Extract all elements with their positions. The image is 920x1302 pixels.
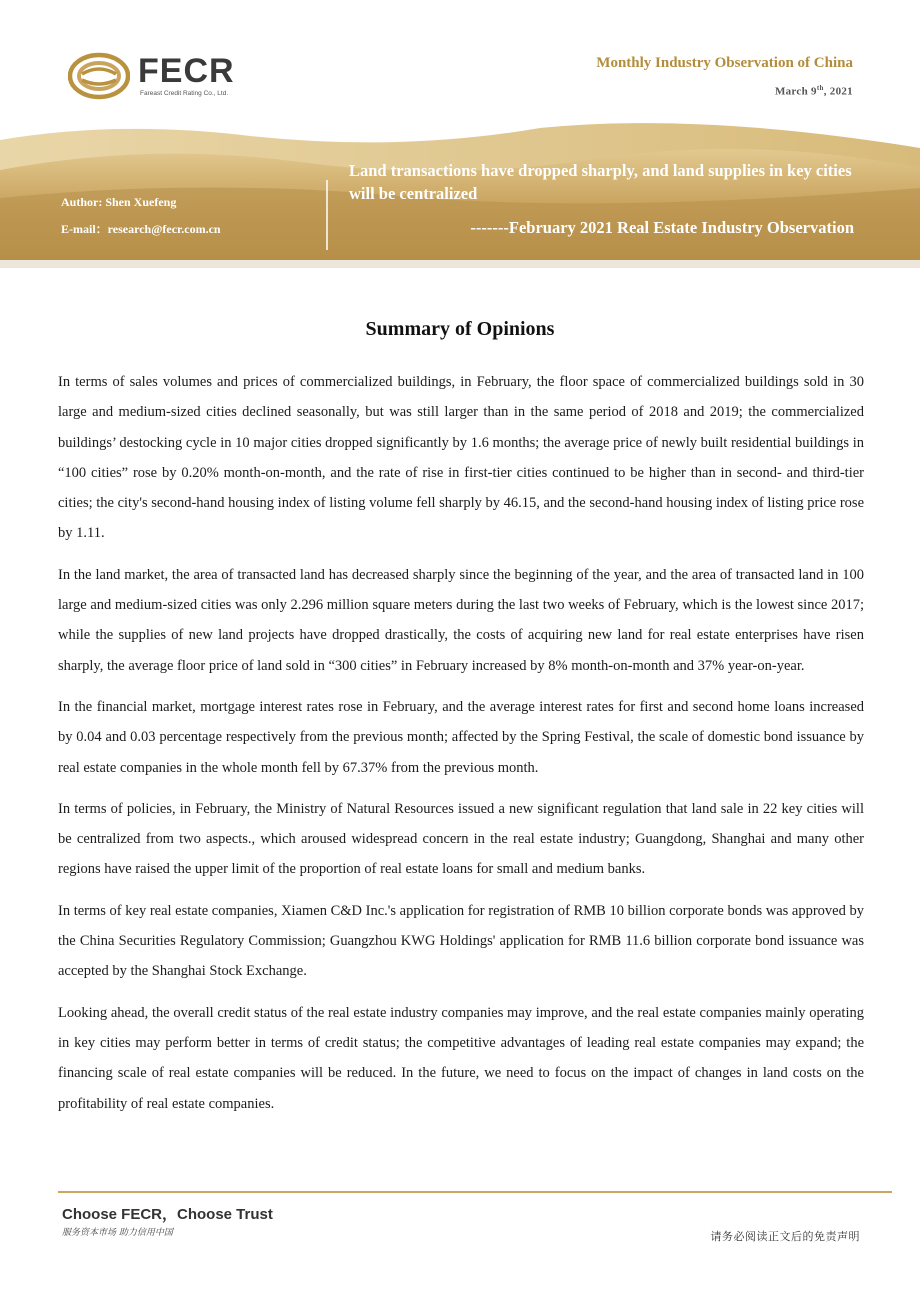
fecr-logo-icon <box>68 52 130 100</box>
author-line: Author: Shen Xuefeng <box>61 195 177 209</box>
summary-paragraph-land: In the land market, the area of transacted land has decreased sharply since the beginning of the year, and the area of transacted land in 100 large and medium-sized cities was only 2.296 million square meters during the last two weeks of February, which is the lowest since 2017; while the supplies of new land projects have dropped drastically, the costs of acquiring new land for real estate enterprises have risen sharply, the average floor price of land sold in “300 cities” in February increased by 8% month-on-month and 37% year-on-year. <box>58 566 864 674</box>
summary-heading: Summary of Opinions <box>365 318 555 340</box>
report-title: Land transactions have dropped sharply, and land supplies in key cities will be centralized <box>349 161 852 203</box>
summary-paragraph-policy: In terms of policies, in February, the Ministry of Natural Resources issued a new significant regulation that land sale in 22 key cities will be centralized from two aspects., which aroused widespread concern in the real estate industry; Guangdong, Shanghai and many other regions have raised the upper limit of the proportion of real estate loans for small and medium banks. <box>58 800 864 878</box>
date-year: , 2021 <box>823 85 853 98</box>
date-ordinal: th <box>816 84 824 92</box>
date-month-day: March 9 <box>774 85 817 98</box>
footer-disclaimer: 请务必阅读正文后的免责声明 <box>710 1230 860 1243</box>
report-subtitle: -------February 2021 Real Estate Industry Observation <box>470 218 854 237</box>
logo-subtitle: Fareast Credit Rating Co., Ltd. <box>140 90 229 97</box>
report-series: Monthly Industry Observation of China <box>596 55 853 71</box>
footer-divider <box>58 1191 892 1193</box>
company-logo <box>68 52 258 104</box>
summary-paragraph-sales: In terms of sales volumes and prices of commercialized buildings, in February, the floor space of commercialized buildings sold in 30 large and medium-sized cities declined seasonally, but was still larger than in the same period of 2018 and 2019; the commercialized buildings’ destocking cycle in 10 major cities dropped significantly by 1.6 months; the average price of newly built residential buildings in “100 cities” rose by 0.20% month-on-month, and the rate of rise in first-tier cities continued to be higher than in second- and third-tier cities; the city's second-hand housing index of listing volume fell sharply by 46.15, and the second-hand housing index of listing price rose by 1.11. <box>58 374 865 542</box>
footer-slogan: Choose FECR，Choose Trust <box>62 1206 273 1223</box>
footer-slogan-chinese: 服务资本市场 助力信用中国 <box>62 1228 173 1238</box>
summary-body <box>58 367 864 1130</box>
email-line: E-mail：research@fecr.com.cn <box>61 222 221 236</box>
summary-paragraph-outlook: Looking ahead, the overall credit status of the real estate industry companies may improve, and the real estate companies mainly operating in key cities may perform better in terms of credit status; the competitive advantages of leading real estate companies may expand; the financing scale of real estate companies will be reduced. In the future, we need to focus on the impact of changes in land costs on the profitability of real estate companies. <box>58 1004 864 1112</box>
summary-paragraph-finance: In the financial market, mortgage interest rates rose in February, and the average interest rates for first and second home loans increased by 0.04 and 0.03 percentage respectively from the previous month; affected by the Spring Festival, the scale of domestic bond issuance by real estate companies in the whole month fell by 67.37% from the previous month. <box>58 698 864 776</box>
report-date <box>775 84 853 98</box>
logo-wordmark: FECR <box>138 52 235 90</box>
summary-paragraph-companies: In terms of key real estate companies, Xiamen C&D Inc.'s application for registration of RMB 10 billion corporate bonds was approved by the China Securities Regulatory Commission; Guangzhou KWG Holdings' application for RMB 11.6 billion corporate bond issuance was accepted by the Shanghai Stock Exchange. <box>58 902 864 980</box>
